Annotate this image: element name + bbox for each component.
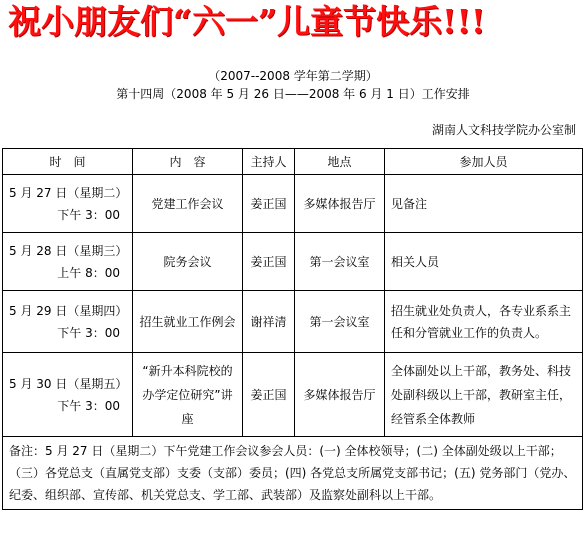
date-text: 5 月 28 日（星期三）: [9, 243, 128, 258]
time-text: 下午 3：00: [57, 325, 120, 340]
host-cell: 姜正国: [243, 175, 295, 233]
header-content: 内 容: [133, 149, 243, 175]
table-row: [3, 291, 583, 353]
attendees-cell: 相关人员: [385, 233, 583, 291]
content-cell: “新升本科院校的办学定位研究”讲座: [133, 353, 243, 437]
table-row: [3, 175, 583, 233]
header-time: 时 间: [3, 149, 133, 175]
celebration-banner: 祝小朋友们“六一”儿童节快乐!!!: [8, 2, 486, 41]
note-row: [3, 437, 583, 510]
time-cell: [3, 353, 133, 437]
table-header-row: [3, 149, 583, 175]
time-cell: [3, 175, 133, 233]
host-cell: 谢祥清: [243, 291, 295, 353]
schedule-table: [2, 148, 583, 510]
table-row: [3, 353, 583, 437]
time-cell: [3, 291, 133, 353]
date-text: 5 月 27 日（星期二）: [9, 185, 128, 200]
attendees-cell: 招生就业处负责人，各专业系系主任和分管就业工作的负责人。: [385, 291, 583, 353]
note-cell: 备注：5 月 27 日（星期二）下午党建工作会议参会人员：(一) 全体校领导；(二) 全体副处级以上干部；（三）各党总支（直属党支部）支委（支部）委员；(四) 各党总支所属党支部书记；(五) 党务部门（党办、纪委、组织部、宣传部、机关党总支、学工部、武装部）及监察处副科以上干部。: [3, 437, 583, 510]
place-cell: 多媒体报告厅: [295, 353, 385, 437]
date-text: 5 月 29 日（星期四）: [9, 303, 128, 318]
host-cell: 姜正国: [243, 353, 295, 437]
header-attendees: 参加人员: [385, 149, 583, 175]
issuing-office: 湖南人文科技学院办公室制: [431, 123, 576, 137]
time-text: 下午 3：00: [57, 207, 120, 222]
attendees-cell: 全体副处以上干部，教务处、科技处副科级以上干部，教研室主任，经管系全体教师: [385, 353, 583, 437]
host-cell: 姜正国: [243, 233, 295, 291]
term-subtitle: （2007--2008 学年第二学期）: [208, 69, 378, 83]
place-cell: 第一会议室: [295, 291, 385, 353]
week-title: 第十四周（2008 年 5 月 26 日——2008 年 6 月 1 日）工作安排: [116, 87, 470, 101]
attendees-cell: 见备注: [385, 175, 583, 233]
place-cell: 多媒体报告厅: [295, 175, 385, 233]
time-text: 上午 8：00: [57, 265, 120, 280]
table-row: [3, 233, 583, 291]
date-text: 5 月 30 日（星期五）: [9, 376, 128, 391]
header-place: 地点: [295, 149, 385, 175]
header-host: 主持人: [243, 149, 295, 175]
content-cell: 党建工作会议: [133, 175, 243, 233]
time-text: 下午 3：00: [57, 398, 120, 413]
content-cell: 招生就业工作例会: [133, 291, 243, 353]
content-cell: 院务会议: [133, 233, 243, 291]
place-cell: 第一会议室: [295, 233, 385, 291]
time-cell: [3, 233, 133, 291]
